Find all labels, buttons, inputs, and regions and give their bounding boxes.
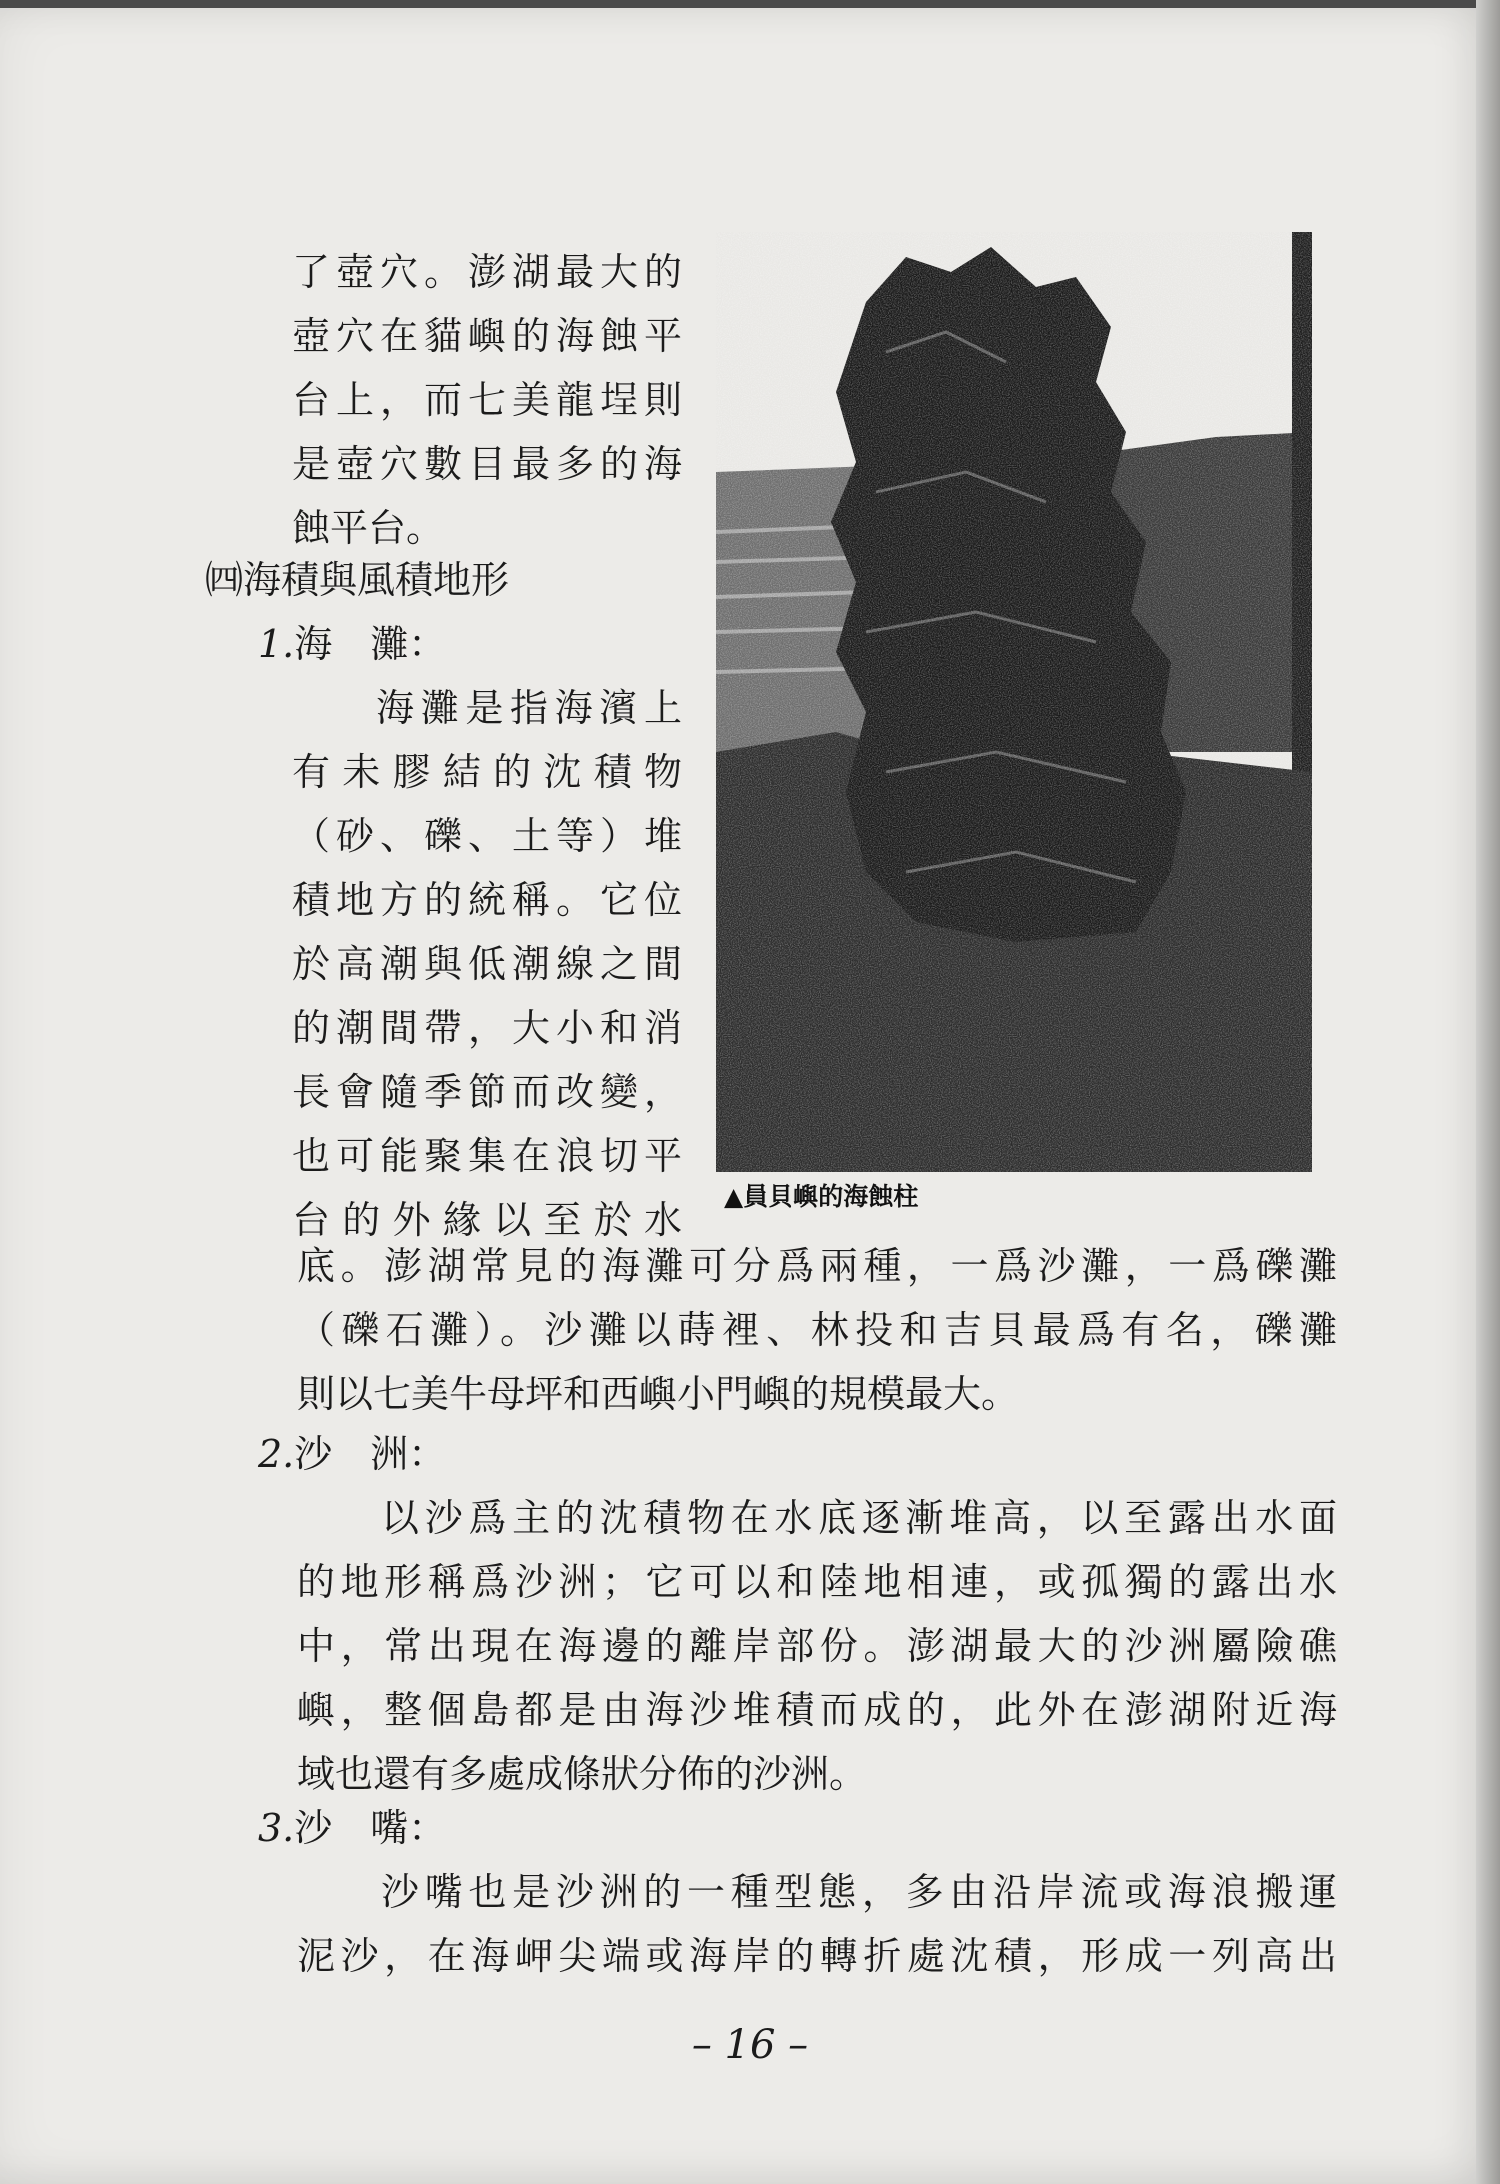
- text-line: 台上，而七美龍埕則: [292, 378, 682, 422]
- item-number: 3.: [258, 1806, 295, 1850]
- text-line: 壺穴在貓嶼的海蝕平: [292, 314, 682, 358]
- text-line: 也可能聚集在浪切平: [292, 1134, 682, 1178]
- text-line: 蝕平台。: [292, 506, 445, 550]
- scan-top-edge: [0, 0, 1500, 8]
- paragraph-potholes: [292, 240, 682, 560]
- text-line: 的潮間帶，大小和消: [292, 1006, 682, 1050]
- paragraph-sandspit: [297, 1860, 1337, 1988]
- text-line: 底。澎湖常見的海灘可分爲兩種，一爲沙灘，一爲礫灘: [297, 1244, 1337, 1288]
- item-number: 1.: [258, 622, 295, 666]
- text-line: 嶼，整個島都是由海沙堆積而成的，此外在澎湖附近海: [297, 1688, 1337, 1732]
- text-line: 的地形稱爲沙洲；它可以和陸地相連，或孤獨的露出水: [297, 1560, 1337, 1604]
- paragraph-beach-wide: [297, 1234, 1337, 1426]
- item-title-text: 沙 嘴：: [294, 1806, 447, 1850]
- section-heading: ㈣海積與風積地形: [205, 558, 510, 602]
- text-line: （砂、礫、土等）堆: [292, 814, 682, 858]
- text-line: 沙嘴也是沙洲的一種型態，多由沿岸流或海浪搬運: [381, 1870, 1337, 1914]
- text-line: 長會隨季節而改變，: [292, 1070, 682, 1114]
- page-number: – 16 –: [691, 2022, 809, 2068]
- text-line: 積地方的統稱。它位: [292, 878, 682, 922]
- paragraph-sandbar: [297, 1486, 1337, 1806]
- sea-stack-photo-icon: [716, 232, 1312, 1172]
- figure-sea-stack: [716, 232, 1312, 1172]
- text-line: 域也還有多處成條狀分佈的沙洲。: [297, 1752, 868, 1796]
- text-line: 於高潮與低潮線之間: [292, 942, 682, 986]
- item-title-sandspit: [258, 1796, 446, 1860]
- figure-caption: ▲員貝嶼的海蝕柱: [724, 1182, 919, 1211]
- item-title-text: 海 灘：: [294, 622, 447, 666]
- text-line: 台的外緣以至於水: [292, 1198, 682, 1242]
- text-line: 泥沙，在海岬尖端或海岸的轉折處沈積，形成一列高出: [297, 1934, 1337, 1978]
- text-line: 以沙爲主的沈積物在水底逐漸堆高，以至露出水面: [381, 1496, 1337, 1540]
- text-line: 則以七美牛母坪和西嶼小門嶼的規模最大。: [297, 1372, 1020, 1416]
- item-number: 2.: [258, 1432, 295, 1476]
- item-title-sandbar: [258, 1422, 446, 1486]
- text-line: 中，常出現在海邊的離岸部份。澎湖最大的沙洲屬險礁: [297, 1624, 1337, 1668]
- text-line: （礫石灘）。沙灘以蒔裡、林投和吉貝最爲有名，礫灘: [297, 1308, 1337, 1352]
- text-line: 有未膠結的沈積物: [292, 750, 682, 794]
- page-right-edge: [1476, 0, 1500, 2184]
- item-title-text: 沙 洲：: [294, 1432, 447, 1476]
- text-line: 海灘是指海濱上: [376, 686, 682, 730]
- paragraph-beach-narrow: [292, 676, 682, 1252]
- text-line: 是壺穴數目最多的海: [292, 442, 682, 486]
- text-line: 了壺穴。澎湖最大的: [292, 250, 682, 294]
- item-title-beach: [258, 612, 446, 676]
